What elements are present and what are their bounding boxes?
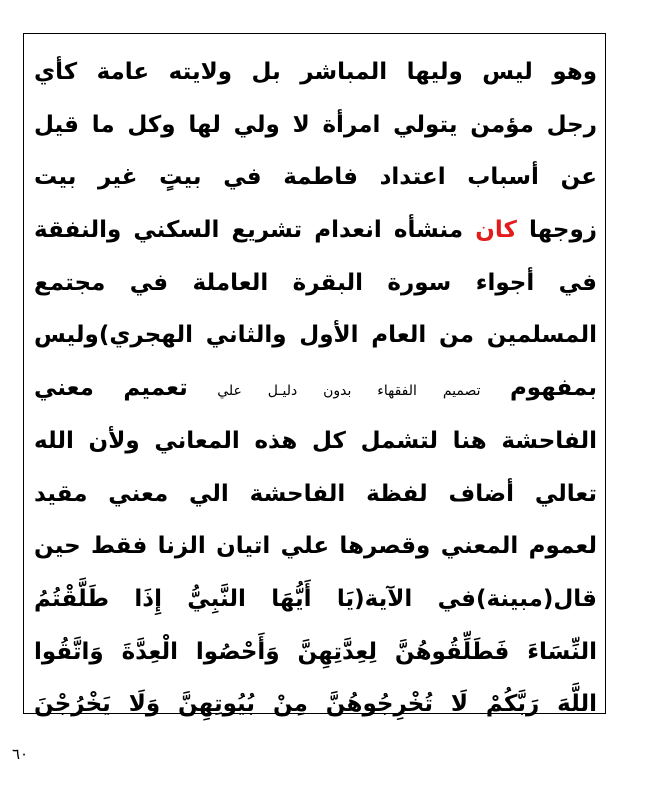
text-line-2: رجل مؤمن يتولي امرأة لا ولي لها وكل ما قيل (34, 111, 597, 138)
line-7-end: تعميم معني (34, 375, 218, 402)
text-line-12: النِّسَاءَ فَطَلِّقُوهُنَّ لِعِدَّتِهِنَّ وَأَحْصُوا الْعِدَّةَ وَاتَّقُوا (34, 638, 597, 665)
page-frame (23, 33, 606, 718)
highlighted-word: كان (475, 217, 517, 244)
text-line-6: المسلمين من العام الأول والثاني الهجري)وليس (34, 322, 597, 349)
text-line-4 (34, 204, 597, 257)
text-line-10: لعموم المعني وقصرها علي اتيان الزنا فقط حين (34, 533, 597, 560)
small-text-phrase: تصميم الفقهاء بدون دليـل علي (217, 383, 481, 400)
text-line-3: عن أسباب اعتداد فاطمة في بيتٍ غير بيت (34, 164, 597, 191)
text-body (24, 46, 605, 731)
line-7-start: بمفهوم (480, 375, 597, 402)
text-line-8: الفاحشة هنا لتشمل كل هذه المعاني ولأن الله (34, 427, 597, 454)
line-4-start: زوجها (516, 217, 597, 244)
text-line-13: اللَّهَ رَبَّكُمْ لَا تُخْرِجُوهُنَّ مِنْ بُيُوتِهِنَّ وَلَا يَخْرُجْنَ (34, 691, 597, 718)
text-line-1: وهو ليس وليها المباشر بل ولايته عامة كأي (34, 59, 597, 85)
page-number: ٦٠ (12, 745, 29, 763)
line-4-end: منشأه انعدام تشريع السكني والنفقة (34, 217, 476, 244)
text-line-11: قال(مبينة)في الآية(يَا أَيُّهَا النَّبِيُّ إِذَا طَلَّقْتُمُ (34, 585, 597, 612)
text-line-7 (34, 362, 597, 415)
text-line-5: في أجواء سورة البقرة العاملة في مجتمع (34, 269, 597, 296)
text-line-9: تعالي أضاف لفظة الفاحشة الي معني مقيد (34, 480, 597, 507)
